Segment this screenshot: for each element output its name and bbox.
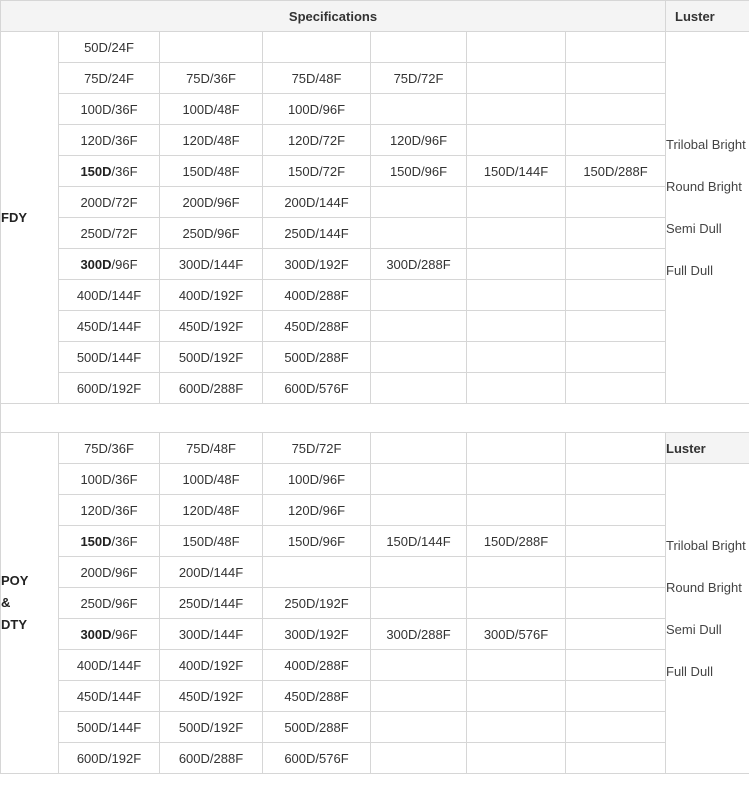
spec-cell (371, 712, 467, 743)
spec-cell: 200D/72F (59, 187, 160, 218)
spec-cell (566, 63, 666, 94)
table-row (1, 311, 749, 342)
spec-cell (467, 280, 566, 311)
spec-cell: 120D/36F (59, 495, 160, 526)
spec-cell: 100D/96F (263, 464, 371, 495)
spec-cell (467, 63, 566, 94)
spec-cell: 400D/144F (59, 280, 160, 311)
spec-cell (371, 464, 467, 495)
spec-cell (566, 650, 666, 681)
spec-cell (566, 464, 666, 495)
spec-cell: 200D/144F (160, 557, 263, 588)
spec-cell: 120D/96F (371, 125, 467, 156)
spec-cell: 250D/144F (263, 218, 371, 249)
spec-cell: 300D/96F (59, 619, 160, 650)
spec-cell (566, 249, 666, 280)
spec-cell (566, 712, 666, 743)
spec-cell: 150D/96F (263, 526, 371, 557)
spec-cell: 600D/192F (59, 743, 160, 774)
spec-cell (566, 681, 666, 712)
spec-cell: 50D/24F (59, 32, 160, 63)
spec-cell: 450D/288F (263, 681, 371, 712)
spec-bold-denier: 300D (80, 626, 112, 642)
table-row (1, 373, 749, 404)
spec-cell: 75D/48F (160, 433, 263, 464)
spec-cell (566, 187, 666, 218)
section-gap (1, 404, 749, 433)
fdy-section (1, 32, 749, 404)
spec-cell: 400D/288F (263, 650, 371, 681)
spec-cell (263, 32, 371, 63)
spec-cell: 450D/192F (160, 681, 263, 712)
table-row (1, 187, 749, 218)
spec-cell: 75D/36F (160, 63, 263, 94)
spec-cell (467, 125, 566, 156)
spec-cell: 300D/192F (263, 619, 371, 650)
spec-cell (371, 187, 467, 218)
spec-cell: 600D/576F (263, 743, 371, 774)
spec-cell: 400D/144F (59, 650, 160, 681)
spec-cell: 75D/48F (263, 63, 371, 94)
spec-cell: 120D/96F (263, 495, 371, 526)
spec-cell: 300D/576F (467, 619, 566, 650)
spec-cell (371, 433, 467, 464)
spec-cell: 100D/96F (263, 94, 371, 125)
luster-option: Round Bright (666, 579, 742, 595)
spec-cell: 300D/144F (160, 249, 263, 280)
spec-cell (566, 495, 666, 526)
spec-cell: 600D/288F (160, 743, 263, 774)
spec-cell (467, 373, 566, 404)
spec-cell: 300D/96F (59, 249, 160, 280)
category-fdy: FDY (1, 32, 59, 404)
luster-options (666, 32, 749, 404)
spec-cell: 150D/36F (59, 526, 160, 557)
spec-bold-denier: 300D (80, 256, 112, 272)
spec-cell (467, 743, 566, 774)
spec-cell: 400D/192F (160, 650, 263, 681)
spec-cell: 300D/192F (263, 249, 371, 280)
spec-cell: 120D/36F (59, 125, 160, 156)
spec-cell (566, 588, 666, 619)
spec-cell (467, 249, 566, 280)
spec-bold-denier: 150D (80, 533, 112, 549)
spec-cell: 75D/36F (59, 433, 160, 464)
spec-cell (467, 433, 566, 464)
luster-option: Trilobal Bright (666, 136, 746, 152)
spec-cell: 500D/144F (59, 342, 160, 373)
spec-cell (566, 619, 666, 650)
spec-cell (371, 557, 467, 588)
spec-cell (566, 557, 666, 588)
spec-bold-denier: 150D (80, 163, 112, 179)
category-poy-dty (1, 433, 59, 774)
spec-cell: 100D/48F (160, 464, 263, 495)
spec-cell: 300D/144F (160, 619, 263, 650)
spec-cell (467, 712, 566, 743)
spec-cell: 200D/96F (160, 187, 263, 218)
spec-cell: 200D/96F (59, 557, 160, 588)
table-row (1, 342, 749, 373)
luster-option: Trilobal Bright (666, 537, 746, 553)
spec-cell (467, 218, 566, 249)
spec-cell (371, 373, 467, 404)
spec-cell (566, 342, 666, 373)
spec-cell (467, 495, 566, 526)
spec-cell (566, 125, 666, 156)
spec-cell (371, 342, 467, 373)
spec-cell (371, 218, 467, 249)
table-row (1, 557, 749, 588)
spec-cell (566, 32, 666, 63)
spec-cell (371, 650, 467, 681)
spec-cell (566, 373, 666, 404)
table-row (1, 526, 749, 557)
table-row (1, 650, 749, 681)
spec-cell (467, 94, 566, 125)
category-label-line: & (1, 595, 11, 610)
spec-cell: 250D/72F (59, 218, 160, 249)
spec-cell: 400D/192F (160, 280, 263, 311)
spec-cell: 75D/72F (371, 63, 467, 94)
spec-cell: 450D/288F (263, 311, 371, 342)
spec-cell (467, 464, 566, 495)
table-row (1, 156, 749, 187)
spec-cell (371, 743, 467, 774)
spec-cell (371, 495, 467, 526)
table-row (1, 464, 749, 495)
spec-cell: 250D/96F (59, 588, 160, 619)
spec-cell: 250D/192F (263, 588, 371, 619)
spec-cell (467, 681, 566, 712)
spec-cell (467, 32, 566, 63)
spec-cell: 500D/288F (263, 712, 371, 743)
spec-cell: 150D/48F (160, 526, 263, 557)
header-row (1, 1, 749, 32)
spec-cell: 150D/288F (566, 156, 666, 187)
spec-cell (467, 650, 566, 681)
spec-cell: 500D/144F (59, 712, 160, 743)
category-label-line: DTY (1, 617, 27, 632)
spec-cell: 75D/24F (59, 63, 160, 94)
gap-cell (1, 404, 749, 433)
poy-dty-section (1, 433, 749, 774)
luster-option: Semi Dull (666, 621, 722, 637)
spec-cell: 100D/48F (160, 94, 263, 125)
spec-cell: 100D/36F (59, 94, 160, 125)
spec-cell: 600D/288F (160, 373, 263, 404)
specifications-header: Specifications (1, 1, 666, 32)
luster-option: Full Dull (666, 262, 713, 278)
spec-cell (566, 526, 666, 557)
table-row (1, 712, 749, 743)
table-row (1, 94, 749, 125)
spec-cell: 150D/144F (371, 526, 467, 557)
spec-cell (566, 94, 666, 125)
spec-cell (371, 681, 467, 712)
spec-cell: 120D/48F (160, 125, 263, 156)
spec-cell: 150D/144F (467, 156, 566, 187)
spec-cell: 300D/288F (371, 249, 467, 280)
spec-cell: 600D/576F (263, 373, 371, 404)
luster-option: Full Dull (666, 663, 713, 679)
spec-cell: 75D/72F (263, 433, 371, 464)
spec-cell (566, 433, 666, 464)
table-row (1, 495, 749, 526)
spec-cell: 150D/96F (371, 156, 467, 187)
table-row (1, 249, 749, 280)
spec-cell (467, 311, 566, 342)
spec-cell: 500D/192F (160, 712, 263, 743)
spec-cell (263, 557, 371, 588)
table-row (1, 32, 749, 63)
luster-option: Round Bright (666, 178, 742, 194)
spec-cell (467, 588, 566, 619)
luster-option: Semi Dull (666, 220, 722, 236)
spec-cell (566, 743, 666, 774)
spec-cell: 200D/144F (263, 187, 371, 218)
luster-header: Luster (666, 1, 749, 32)
spec-cell (566, 218, 666, 249)
table-row (1, 218, 749, 249)
spec-cell (467, 187, 566, 218)
spec-cell (467, 342, 566, 373)
spec-cell (371, 32, 467, 63)
spec-cell: 150D/36F (59, 156, 160, 187)
spec-cell (371, 94, 467, 125)
spec-cell (371, 588, 467, 619)
spec-cell: 150D/48F (160, 156, 263, 187)
spec-cell (566, 311, 666, 342)
spec-cell: 120D/48F (160, 495, 263, 526)
table-row (1, 588, 749, 619)
spec-cell: 500D/288F (263, 342, 371, 373)
spec-cell (371, 311, 467, 342)
category-label-line: POY (1, 573, 29, 588)
luster-subheader: Luster (666, 433, 749, 464)
spec-cell (160, 32, 263, 63)
spec-cell: 450D/144F (59, 681, 160, 712)
spec-cell (371, 280, 467, 311)
spec-cell: 150D/288F (467, 526, 566, 557)
spec-cell: 250D/144F (160, 588, 263, 619)
spec-cell: 500D/192F (160, 342, 263, 373)
spec-cell (566, 280, 666, 311)
spec-cell: 250D/96F (160, 218, 263, 249)
table-row (1, 619, 749, 650)
table-row (1, 743, 749, 774)
gap-row (1, 404, 749, 433)
spec-cell: 100D/36F (59, 464, 160, 495)
table-row (1, 681, 749, 712)
spec-cell: 120D/72F (263, 125, 371, 156)
spec-cell: 400D/288F (263, 280, 371, 311)
table-row (1, 280, 749, 311)
table-row (1, 433, 749, 464)
spec-cell: 450D/192F (160, 311, 263, 342)
table-row (1, 63, 749, 94)
spec-cell (467, 557, 566, 588)
spec-cell: 450D/144F (59, 311, 160, 342)
spec-cell: 150D/72F (263, 156, 371, 187)
spec-cell: 600D/192F (59, 373, 160, 404)
table-row (1, 125, 749, 156)
luster-options (666, 464, 749, 774)
spec-cell: 300D/288F (371, 619, 467, 650)
